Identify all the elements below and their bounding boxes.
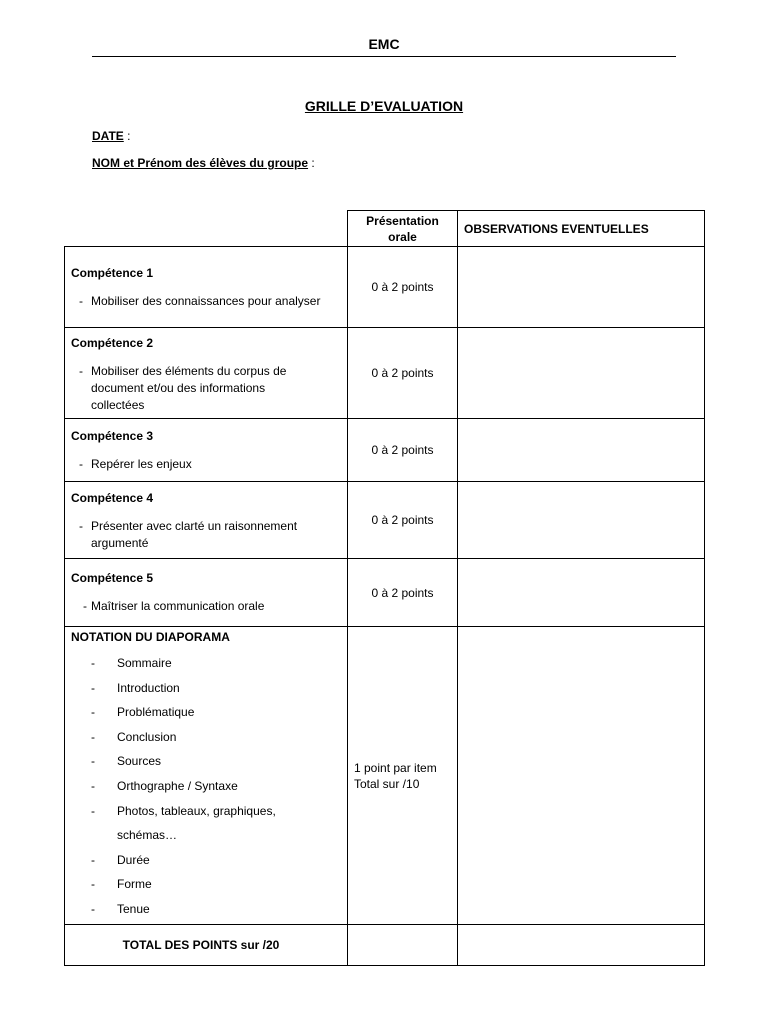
diaporama-cell (64, 626, 348, 925)
competence-2-observations[interactable] (457, 327, 705, 419)
list-item: - Photos, tableaux, graphiques, (91, 803, 276, 818)
competence-4-item: - Présenter avec clarté un raisonnement argumenté (79, 519, 298, 550)
names-label: NOM et Prénom des élèves du groupe (92, 156, 309, 170)
total-label: TOTAL DES POINTS sur /20 (64, 924, 348, 966)
list-item: - Sources (91, 754, 162, 769)
competence-3-item: - Repérer les enjeux (79, 457, 192, 471)
competence-1-points: 0 à 2 points (347, 246, 458, 328)
column-header-observations: OBSERVATIONS EVENTUELLES (457, 210, 705, 247)
competence-2-points: 0 à 2 points (347, 327, 458, 419)
competence-2-item: - Mobiliser des éléments du corpus de document et/ou des informations collectées (79, 364, 287, 412)
competence-3-observations[interactable] (457, 418, 705, 482)
list-item: - Introduction (91, 680, 180, 695)
competence-1-title: Compétence 1 (71, 266, 154, 280)
competence-5-cell (64, 558, 348, 627)
document-title: GRILLE D’EVALUATION (304, 98, 464, 114)
date-label: DATE (92, 129, 124, 143)
competence-4-title: Compétence 4 (71, 491, 154, 505)
list-item: - Problématique (91, 705, 195, 720)
diaporama-title: NOTATION DU DIAPORAMA (71, 630, 230, 644)
competence-5-item: - Maîtriser la communication orale (83, 599, 265, 613)
header-title: EMC (368, 36, 400, 52)
diaporama-observations[interactable] (457, 626, 705, 925)
competence-2-title: Compétence 2 (71, 336, 154, 350)
diaporama-points: 1 point par item Total sur /10 (347, 626, 458, 925)
list-item: - Forme (91, 877, 152, 892)
competence-1-cell (64, 246, 348, 328)
competence-3-title: Compétence 3 (71, 429, 154, 443)
competence-1-observations[interactable] (457, 246, 705, 328)
list-item: - Orthographe / Syntaxe (91, 778, 238, 793)
column-header-presentation: Présentation orale (347, 210, 458, 247)
competence-4-observations[interactable] (457, 481, 705, 559)
header-divider (92, 56, 676, 57)
competence-5-points: 0 à 2 points (347, 558, 458, 627)
competence-3-points: 0 à 2 points (347, 418, 458, 482)
competence-4-points: 0 à 2 points (347, 481, 458, 559)
competence-2-cell (64, 327, 348, 419)
list-item: - Durée (91, 852, 150, 867)
list-item: - Tenue (91, 901, 150, 916)
total-observations-cell[interactable] (457, 924, 705, 966)
diaporama-item-list (71, 651, 341, 922)
competence-5-observations[interactable] (457, 558, 705, 627)
list-item: - Conclusion (91, 729, 177, 744)
list-item: - Sommaire (91, 656, 172, 670)
competence-4-cell (64, 481, 348, 559)
list-item: schémas… (117, 828, 178, 843)
competence-3-cell (64, 418, 348, 482)
date-field: DATE : (92, 129, 131, 143)
names-field: NOM et Prénom des élèves du groupe : (92, 156, 315, 170)
competence-5-title: Compétence 5 (71, 571, 154, 585)
competence-1-item: - Mobiliser des connaissances pour analyser (79, 294, 321, 308)
total-points-cell[interactable] (347, 924, 458, 966)
